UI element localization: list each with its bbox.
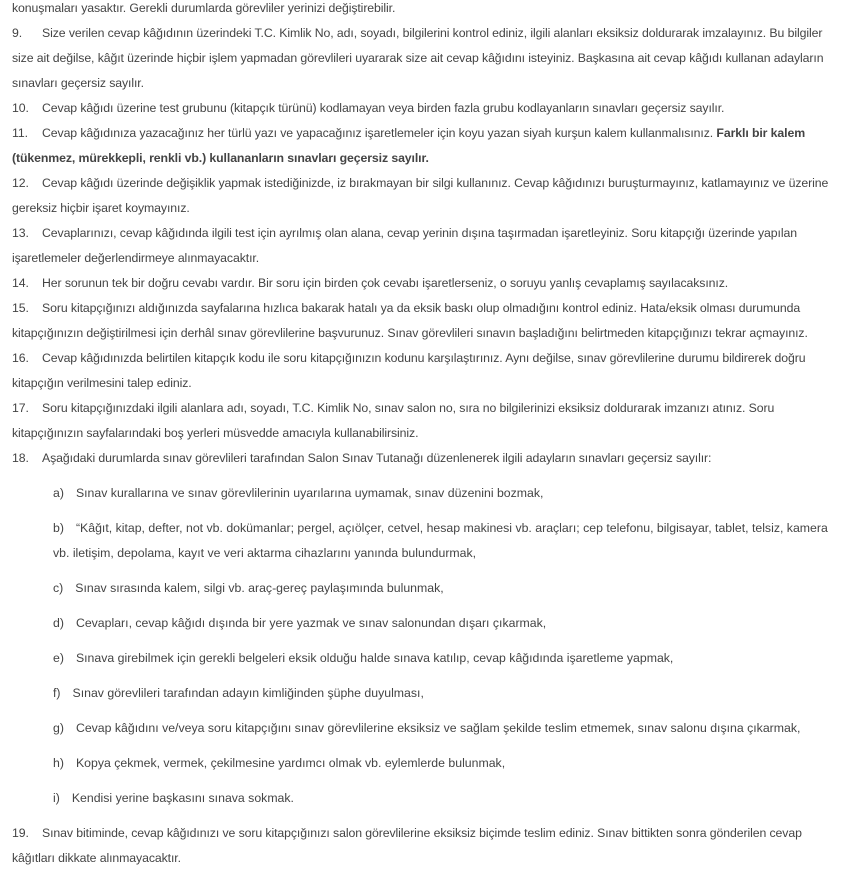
rule-item-12: [12, 171, 840, 221]
case-letter: f): [53, 686, 61, 700]
case-letter: b): [53, 521, 64, 535]
case-text: Sınav sırasında kalem, silgi vb. araç-gereç paylaşımında bulunmak,: [75, 581, 444, 595]
case-letter: d): [53, 616, 64, 630]
case-text: Sınav görevlileri tarafından adayın kimliğinden şüphe duyulması,: [72, 686, 424, 700]
case-text: Sınav kurallarına ve sınav görevlilerinin uyarılarına uymamak, sınav düzenini bozmak,: [75, 486, 544, 500]
rule-text: Her sorunun tek bir doğru cevabı vardır. Bir soru için birden çok cevabı işaretlerseniz, o soruyu yanlış cevaplamış sayılacaksınız.: [42, 276, 729, 290]
case-item-g: [12, 716, 840, 741]
rule-number: 11.: [12, 126, 28, 140]
rule-item-18: [12, 446, 840, 471]
rule-number: 13.: [12, 226, 29, 240]
rule-text: Size verilen cevap kâğıdının üzerindeki T.C. Kimlik No, adı, soyadı, bilgilerini kontrol ediniz, ilgili alanları eksiksiz doldurarak imzalayınız. Bu bilgiler size ait değilse, kâğıt üzerinde hiçbir işlem yapmadan görevlileri uyararak size ait cevap kâğıdını isteyiniz. Başkasına ait cevap kâğıdı kullanan adayların sınavları geçersiz sayılır.: [12, 26, 824, 90]
rule-number: 15.: [12, 301, 29, 315]
rule-number: 18.: [12, 451, 29, 465]
rule-number: 9.: [12, 26, 23, 40]
rule-text: Cevap kâğıdı üzerine test grubunu (kitapçık türünü) kodlamayan veya birden fazla grubu kodlayanların sınavları geçersiz sayılır.: [42, 101, 725, 115]
rule-item-13: [12, 221, 840, 271]
case-text: Cevapları, cevap kâğıdı dışında bir yere yazmak ve sınav salonundan dışarı çıkarmak,: [75, 616, 547, 630]
rule-text: Sınav bitiminde, cevap kâğıdınızı ve soru kitapçığınızı salon görevlilerine eksiksiz biçimde teslim ediniz. Sınav bittikten sonra gönderilen cevap kâğıtları dikkate alınmayacaktır.: [12, 826, 802, 865]
rule-item-16: [12, 346, 840, 396]
rule-text: Cevap kâğıdınıza yazacağınız her türlü yazı ve yapacağınız işaretlemeler için koyu yazan siyah kurşun kalem kullanmalısınız.: [42, 126, 714, 140]
rule-item-19: [12, 821, 840, 871]
rule-number: 16.: [12, 351, 29, 365]
rule-item-14: [12, 271, 840, 296]
case-text: Cevap kâğıdını ve/veya soru kitapçığını sınav görevlilerine eksiksiz ve sağlam şekilde teslim etmemek, sınav salonu dışına çıkarmak,: [75, 721, 801, 735]
case-letter: c): [53, 581, 64, 595]
case-item-a: [12, 481, 840, 506]
rule-item-9: [12, 21, 840, 96]
case-item-d: [12, 611, 840, 636]
rule-text: Aşağıdaki durumlarda sınav görevlileri tarafından Salon Sınav Tutanağı düzenlenerek ilgili adayların sınavları geçersiz sayılır:: [42, 451, 712, 465]
rule-number: 19.: [12, 826, 29, 840]
rule-text: Cevap kâğıdınızda belirtilen kitapçık kodu ile soru kitapçığınızın kodunu karşılaştırınız. Aynı değilse, sınav görevlilerine durumu bildirerek doğru kitapçığın verilmesini talep ediniz.: [12, 351, 806, 390]
rule-item-17: [12, 396, 840, 446]
case-item-f: [12, 681, 840, 706]
case-letter: a): [53, 486, 64, 500]
rule-number: 10.: [12, 101, 29, 115]
case-item-i: [12, 786, 840, 811]
case-letter: h): [53, 756, 64, 770]
intro-line: konuşmaları yasaktır. Gerekli durumlarda görevliler yerinizi değiştirebilir.: [12, 1, 396, 15]
rule-text: Soru kitapçığınızdaki ilgili alanlara adı, soyadı, T.C. Kimlik No, sınav salon no, sıra no bilgilerinizi eksiksiz doldurarak imzanızı atınız. Soru kitapçığınızın sayfalarındaki boş yerleri müsvedde amacıyla kullanabilirsiniz.: [12, 401, 775, 440]
rule-item-10: [12, 96, 840, 121]
case-item-e: [12, 646, 840, 671]
rule-bold-warning: Farklı bir kalem (tükenmez, mürekkepli, renkli vb.) kullananların sınavları geçersiz sayılır.: [12, 126, 806, 165]
case-text: Sınava girebilmek için gerekli belgeleri eksik olduğu halde sınava katılıp, cevap kâğıdında işaretleme yapmak,: [75, 651, 674, 665]
case-text: Kendisi yerine başkasını sınava sokmak.: [71, 791, 294, 805]
rule-number: 12.: [12, 176, 29, 190]
rule-text: Cevap kâğıdı üzerinde değişiklik yapmak istediğinizde, iz bırakmayan bir silgi kullanınız. Cevap kâğıdınızı buruşturmayınız, katlamayınız ve üzerine gereksiz hiçbir işaret koymayınız.: [12, 176, 829, 215]
rule-number: 17.: [12, 401, 29, 415]
case-item-c: [12, 576, 840, 601]
rule-item-11: [12, 121, 840, 171]
case-item-h: [12, 751, 840, 776]
rule-item-15: [12, 296, 840, 346]
case-letter: e): [53, 651, 64, 665]
rules-list: [12, 21, 840, 471]
case-letter: g): [53, 721, 64, 735]
rule-text: Soru kitapçığınızı aldığınızda sayfalarına hızlıca bakarak hatalı ya da eksik baskı olup olmadığını kontrol ediniz. Hata/eksik olması durumunda kitapçığınızın değiştirilmesi için derhâl sınav görevlilerine başvurunuz. Sınav görevlileri sınavın başladığını belirtmeden kitapçığınızı tekrar açmayınız.: [12, 301, 808, 340]
invalidation-cases-list: [12, 481, 840, 811]
rule-text: Cevaplarınızı, cevap kâğıdında ilgili test için ayrılmış olan alana, cevap yerinin dışına taşırmadan işaretleyiniz. Soru kitapçığı üzerinde yapılan işaretlemeler değerlendirmeye alınmayacaktır.: [12, 226, 797, 265]
rule-number: 14.: [12, 276, 29, 290]
case-text: Kopya çekmek, vermek, çekilmesine yardımcı olmak vb. eylemlerde bulunmak,: [75, 756, 506, 770]
case-letter: i): [53, 791, 60, 805]
case-item-b: [12, 516, 840, 566]
case-text: “Kâğıt, kitap, defter, not vb. dokümanlar; pergel, açıölçer, cetvel, hesap makinesi vb. araçları; cep telefonu, bilgisayar, tablet, telsiz, kamera vb. iletişim, depolama, kayıt ve veri aktarma cihazlarını yanında bulundurmak,: [53, 521, 828, 560]
